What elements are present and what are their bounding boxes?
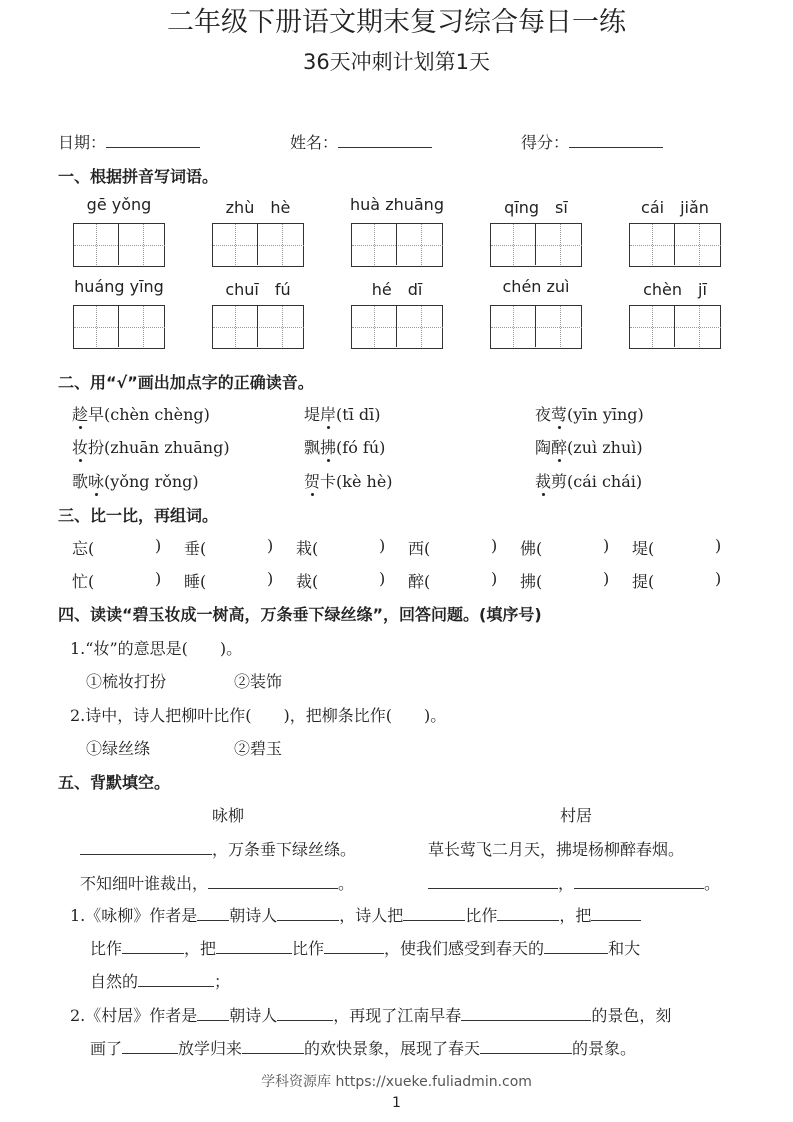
tianzige-box[interactable] [490, 223, 582, 267]
compare-item: 提( [632, 572, 655, 591]
dotted-char: 贺 [304, 472, 321, 491]
reading-item[interactable] [535, 469, 642, 492]
reading-options: (zuì zhuì) [567, 438, 643, 457]
tianzige-box[interactable] [73, 305, 165, 349]
tianzige-box[interactable] [490, 305, 582, 349]
plain-char: 堤 [304, 405, 321, 424]
blank[interactable] [208, 871, 338, 889]
blank[interactable] [461, 1003, 591, 1021]
compare-close: ) [715, 569, 722, 588]
dotted-char: 妆 [72, 438, 89, 457]
reading-options: (tī dī) [336, 405, 381, 424]
reading-item[interactable] [535, 402, 644, 425]
blank[interactable] [197, 1003, 229, 1021]
dotted-char: 咏 [88, 472, 105, 491]
compare-close: ) [491, 569, 498, 588]
compare-item: 西( [408, 539, 431, 558]
blank[interactable] [544, 936, 608, 954]
compare-close: ) [155, 536, 162, 555]
section-3-heading: 三、比一比，再组词。 [58, 506, 219, 525]
plain-char: 陶 [535, 438, 552, 457]
compare-close: ) [491, 536, 498, 555]
compare-item: 垂( [184, 539, 207, 558]
plain-char: 飘 [304, 438, 321, 457]
blank[interactable] [403, 903, 465, 921]
poem-title-cunju: 村居 [560, 806, 593, 825]
reading-item[interactable] [72, 402, 210, 425]
poem-line: ，万条垂下绿丝绦。 [80, 837, 356, 860]
compare-close: ) [379, 536, 386, 555]
blank[interactable] [497, 903, 559, 921]
tianzige-box[interactable] [73, 223, 165, 267]
compare-item: 忘( [72, 539, 95, 558]
reading-options: 早(chèn chèng) [88, 405, 210, 424]
tianzige-box[interactable] [212, 223, 304, 267]
poem-line: 草长莺飞二月天，拂堤杨柳醉春烟。 [428, 840, 685, 859]
section-5-heading: 五、背默填空。 [58, 773, 171, 792]
reading-item[interactable] [72, 469, 199, 492]
compare-item: 忙( [72, 572, 95, 591]
reading-item[interactable] [535, 435, 643, 458]
pinyin-8: hé dī [371, 280, 423, 299]
reading-item[interactable] [304, 402, 381, 425]
compare-close: ) [715, 536, 722, 555]
pinyin-6: huáng yīng [74, 277, 164, 296]
page-subtitle: 36天冲刺计划第1天 [302, 50, 491, 74]
compare-item: 醉( [408, 572, 431, 591]
score-label: 得分： [521, 133, 570, 152]
pinyin-7: chuī fú [225, 280, 291, 299]
question-5-1-line1: 1.《咏柳》作者是 朝诗人 ，诗人把 比作 ，把 [70, 903, 641, 926]
reading-item[interactable] [72, 435, 230, 458]
option: ①梳妆打扮 [86, 672, 167, 691]
question-4-2: 2.诗中，诗人把柳叶比作( )，把柳条比作( )。 [70, 706, 447, 725]
blank[interactable] [216, 936, 292, 954]
pinyin-2: zhù hè [225, 198, 291, 217]
blank[interactable] [80, 837, 212, 855]
blank[interactable] [428, 871, 558, 889]
section-1-heading: 一、根据拼音写词语。 [58, 167, 219, 186]
blank[interactable] [480, 1036, 572, 1054]
reading-options: (fó fú) [336, 438, 386, 457]
compare-item: 睡( [184, 572, 207, 591]
plain-char: 夜 [535, 405, 552, 424]
blank[interactable] [574, 871, 704, 889]
section-2-heading: 二、用“√”画出加点字的正确读音。 [58, 373, 314, 392]
pinyin-3: huà zhuāng [350, 195, 444, 214]
date-field[interactable] [58, 130, 200, 153]
dotted-char: 莺 [551, 405, 568, 424]
compare-item: 堤( [632, 539, 655, 558]
dotted-char: 岸 [320, 405, 337, 424]
score-field[interactable] [521, 130, 663, 153]
reading-options: (yǒng rǒng) [104, 472, 199, 491]
pinyin-4: qīng sī [504, 198, 568, 217]
tianzige-box[interactable] [629, 305, 721, 349]
compare-item: 栽( [296, 539, 319, 558]
pinyin-1: gē yǒng [86, 195, 152, 214]
dotted-char: 趁 [72, 405, 89, 424]
pinyin-5: cái jiǎn [641, 198, 709, 217]
dotted-char: 醉 [551, 438, 568, 457]
poem-title-yongliu: 咏柳 [212, 806, 245, 825]
page-title: 二年级下册语文期末复习综合每日一练 [167, 7, 626, 38]
tianzige-box[interactable] [351, 305, 443, 349]
poem-line: ， 。 [428, 871, 720, 894]
question-5-2-line1: 2.《村居》作者是 朝诗人 ，再现了江南早春 的景色，刻 [70, 1003, 671, 1026]
reading-options: 剪(cái chái) [551, 472, 643, 491]
tianzige-box[interactable] [629, 223, 721, 267]
name-label: 姓名： [290, 133, 339, 152]
compare-close: ) [379, 569, 386, 588]
compare-close: ) [603, 536, 610, 555]
compare-close: ) [155, 569, 162, 588]
reading-options: (yīn yīng) [567, 405, 644, 424]
blank[interactable] [324, 936, 384, 954]
date-label: 日期： [58, 133, 107, 152]
option: ①绿丝绦 [86, 739, 151, 758]
compare-close: ) [267, 536, 274, 555]
compare-item: 裁( [296, 572, 319, 591]
compare-close: ) [603, 569, 610, 588]
name-field[interactable] [290, 130, 432, 153]
blank[interactable] [277, 903, 339, 921]
footer-source: 学科资源库 https://xueke.fuliadmin.com [261, 1074, 532, 1090]
blank[interactable] [122, 1036, 178, 1054]
section-4-heading: 四、读读“碧玉妆成一树高，万条垂下绿丝绦”，回答问题。(填序号) [58, 605, 542, 624]
blank[interactable] [122, 936, 184, 954]
option: ②装饰 [234, 672, 283, 691]
blank[interactable] [591, 903, 641, 921]
tianzige-box[interactable] [351, 223, 443, 267]
compare-item: 拂( [520, 572, 543, 591]
blank[interactable] [277, 1003, 333, 1021]
question-4-1: 1.“妆”的意思是( )。 [70, 639, 243, 658]
blank[interactable] [197, 903, 229, 921]
blank[interactable] [242, 1036, 304, 1054]
reading-item[interactable] [304, 435, 385, 458]
poem-line: 不知细叶谁裁出， 。 [80, 871, 354, 894]
blank[interactable] [138, 969, 214, 987]
reading-item[interactable] [304, 469, 393, 492]
plain-char: 歌 [72, 472, 89, 491]
question-5-2-line2: 画了 放学归来 的欢快景象，展现了春天 的景象。 [90, 1036, 636, 1059]
pinyin-10: chèn jī [643, 280, 707, 299]
compare-item: 佛( [520, 539, 543, 558]
pinyin-9: chén zuì [502, 277, 570, 296]
question-5-1-line2: 比作 ，把 比作 ，使我们感受到春天的 和大 [90, 936, 640, 959]
dotted-char: 裁 [535, 472, 552, 491]
page-number: 1 [392, 1095, 401, 1111]
dotted-char: 拂 [320, 438, 337, 457]
option: ②碧玉 [234, 739, 283, 758]
compare-close: ) [267, 569, 274, 588]
reading-options: 卡(kè hè) [320, 472, 393, 491]
tianzige-box[interactable] [212, 305, 304, 349]
question-5-1-line3: 自然的 ； [90, 969, 230, 992]
reading-options: 扮(zhuān zhuāng) [88, 438, 230, 457]
